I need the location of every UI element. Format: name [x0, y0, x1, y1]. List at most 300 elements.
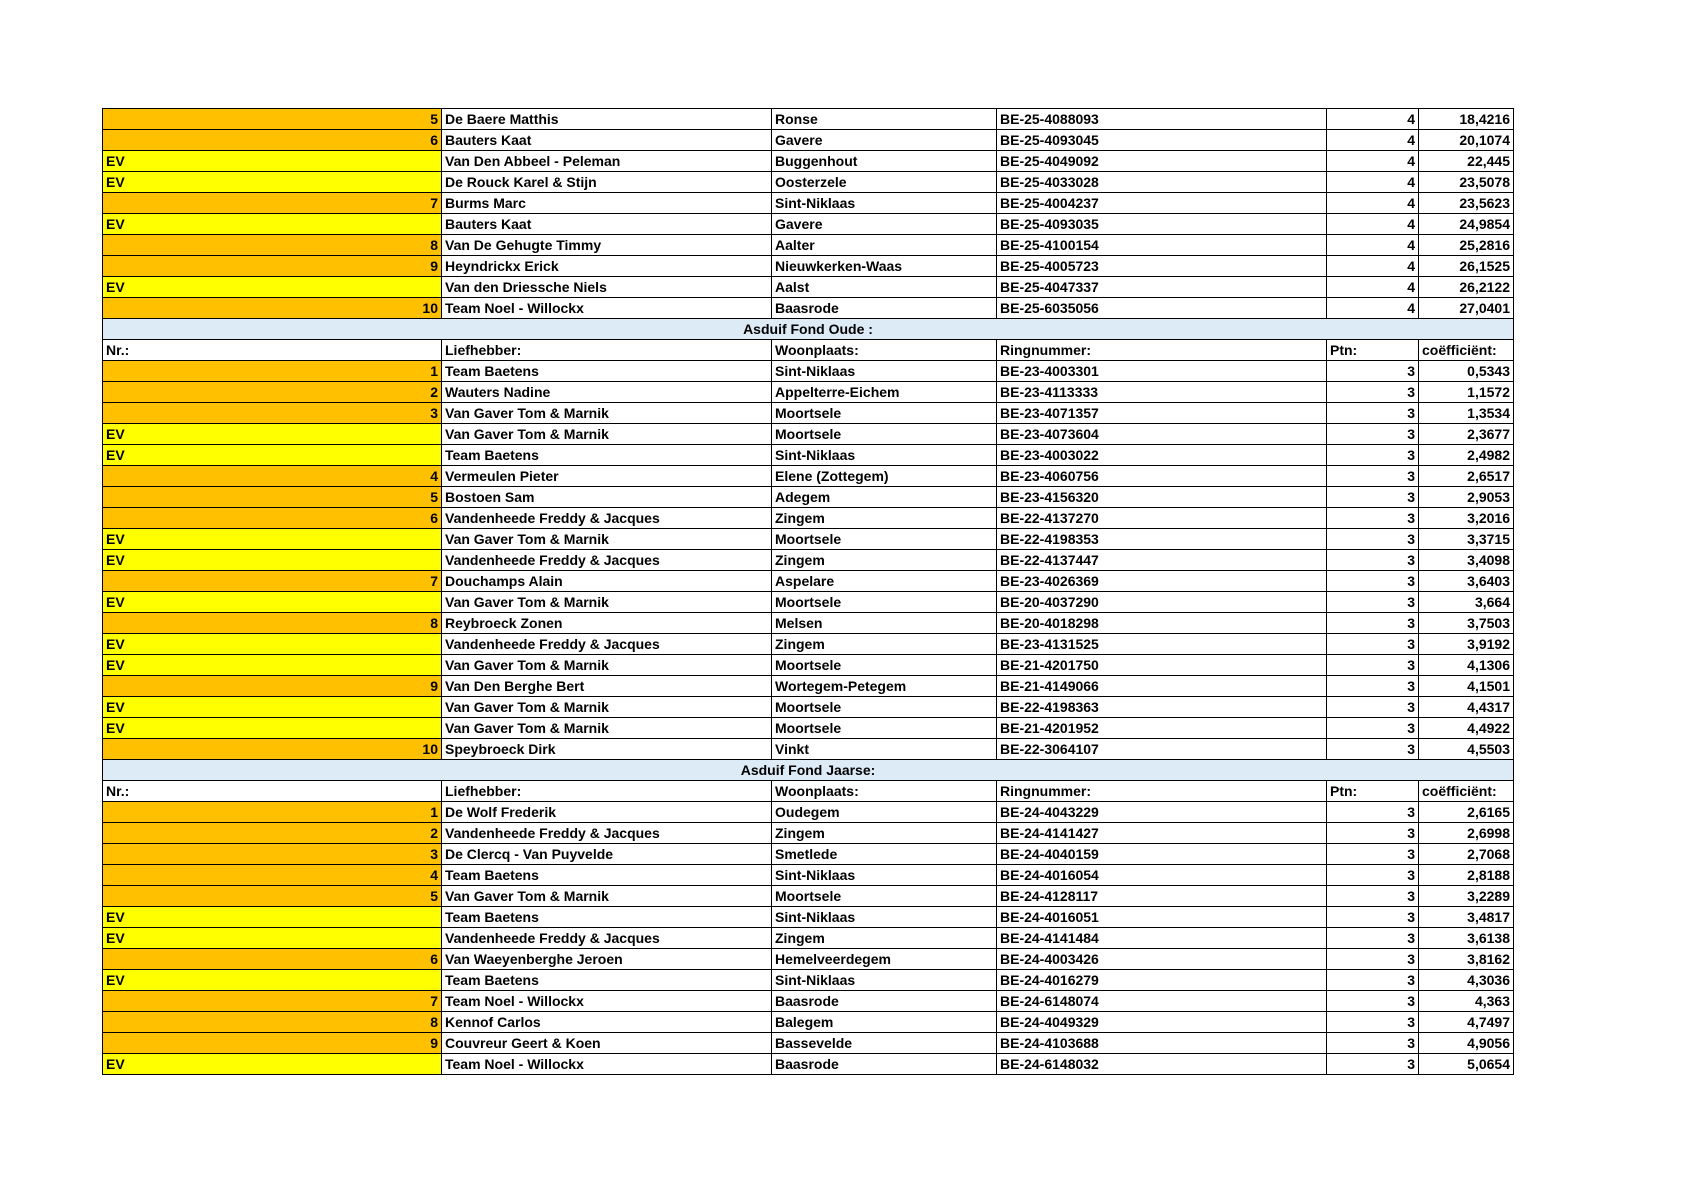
cell-coefficient: 27,0401 [1419, 298, 1514, 319]
cell-ringnummer: BE-24-4043229 [997, 802, 1327, 823]
cell-nr: 5 [103, 886, 442, 907]
cell-ptn: 3 [1327, 655, 1419, 676]
cell-nr: EV [103, 529, 442, 550]
cell-ringnummer: BE-25-4100154 [997, 235, 1327, 256]
cell-liefhebber: Van Gaver Tom & Marnik [442, 424, 772, 445]
cell-liefhebber: De Baere Matthis [442, 109, 772, 130]
cell-liefhebber: Bauters Kaat [442, 130, 772, 151]
cell-liefhebber: Bauters Kaat [442, 214, 772, 235]
cell-liefhebber: Van Gaver Tom & Marnik [442, 655, 772, 676]
cell-nr: 7 [103, 991, 442, 1012]
header-cell-nr: Nr.: [103, 340, 442, 361]
table-row [103, 907, 1514, 928]
cell-ptn: 3 [1327, 403, 1419, 424]
table-row [103, 361, 1514, 382]
table-row [103, 487, 1514, 508]
cell-nr: 8 [103, 1012, 442, 1033]
cell-coefficient: 20,1074 [1419, 130, 1514, 151]
cell-woonplaats: Sint-Niklaas [772, 361, 997, 382]
cell-woonplaats: Moortsele [772, 718, 997, 739]
cell-ptn: 3 [1327, 550, 1419, 571]
column-header-row [103, 340, 1514, 361]
table-row [103, 214, 1514, 235]
table-row [103, 445, 1514, 466]
cell-nr: EV [103, 1054, 442, 1075]
table-row [103, 298, 1514, 319]
cell-ptn: 4 [1327, 193, 1419, 214]
cell-liefhebber: Van Gaver Tom & Marnik [442, 697, 772, 718]
cell-ptn: 4 [1327, 214, 1419, 235]
cell-coefficient: 4,1306 [1419, 655, 1514, 676]
cell-nr: EV [103, 970, 442, 991]
cell-woonplaats: Moortsele [772, 592, 997, 613]
cell-coefficient: 3,6403 [1419, 571, 1514, 592]
cell-woonplaats: Bassevelde [772, 1033, 997, 1054]
cell-nr: EV [103, 592, 442, 613]
cell-coefficient: 4,5503 [1419, 739, 1514, 760]
cell-coefficient: 22,445 [1419, 151, 1514, 172]
cell-ptn: 3 [1327, 802, 1419, 823]
cell-coefficient: 2,3677 [1419, 424, 1514, 445]
header-cell-ringnummer: Ringnummer: [997, 781, 1327, 802]
cell-coefficient: 3,4817 [1419, 907, 1514, 928]
cell-woonplaats: Moortsele [772, 529, 997, 550]
cell-coefficient: 4,7497 [1419, 1012, 1514, 1033]
cell-liefhebber: Van De Gehugte Timmy [442, 235, 772, 256]
cell-ringnummer: BE-20-4018298 [997, 613, 1327, 634]
table-row [103, 109, 1514, 130]
cell-coefficient: 3,8162 [1419, 949, 1514, 970]
cell-ptn: 3 [1327, 382, 1419, 403]
cell-ptn: 3 [1327, 529, 1419, 550]
cell-woonplaats: Aspelare [772, 571, 997, 592]
cell-coefficient: 2,8188 [1419, 865, 1514, 886]
column-header-row [103, 781, 1514, 802]
cell-ringnummer: BE-23-4131525 [997, 634, 1327, 655]
table-row [103, 382, 1514, 403]
header-cell-ringnummer: Ringnummer: [997, 340, 1327, 361]
cell-liefhebber: Douchamps Alain [442, 571, 772, 592]
cell-nr: 6 [103, 508, 442, 529]
cell-ptn: 4 [1327, 256, 1419, 277]
table-row [103, 844, 1514, 865]
cell-liefhebber: Kennof Carlos [442, 1012, 772, 1033]
cell-coefficient: 3,7503 [1419, 613, 1514, 634]
cell-ringnummer: BE-25-4004237 [997, 193, 1327, 214]
table-row [103, 130, 1514, 151]
cell-ringnummer: BE-23-4156320 [997, 487, 1327, 508]
table-row [103, 970, 1514, 991]
cell-woonplaats: Aalst [772, 277, 997, 298]
table-row [103, 424, 1514, 445]
cell-ringnummer: BE-22-4137447 [997, 550, 1327, 571]
section-title-row [103, 319, 1514, 340]
cell-coefficient: 23,5623 [1419, 193, 1514, 214]
cell-nr: 3 [103, 403, 442, 424]
cell-liefhebber: Couvreur Geert & Koen [442, 1033, 772, 1054]
cell-coefficient: 26,1525 [1419, 256, 1514, 277]
cell-liefhebber: Team Noel - Willockx [442, 298, 772, 319]
cell-ptn: 4 [1327, 277, 1419, 298]
cell-liefhebber: Vandenheede Freddy & Jacques [442, 550, 772, 571]
cell-ringnummer: BE-25-4047337 [997, 277, 1327, 298]
cell-ptn: 3 [1327, 508, 1419, 529]
cell-woonplaats: Gavere [772, 130, 997, 151]
cell-nr: EV [103, 277, 442, 298]
cell-liefhebber: Team Noel - Willockx [442, 1054, 772, 1075]
cell-ringnummer: BE-24-4016279 [997, 970, 1327, 991]
cell-nr: 9 [103, 1033, 442, 1054]
cell-ptn: 3 [1327, 949, 1419, 970]
cell-coefficient: 5,0654 [1419, 1054, 1514, 1075]
cell-ringnummer: BE-24-4003426 [997, 949, 1327, 970]
cell-coefficient: 4,4317 [1419, 697, 1514, 718]
cell-ringnummer: BE-24-4141427 [997, 823, 1327, 844]
table-row [103, 886, 1514, 907]
cell-liefhebber: Team Noel - Willockx [442, 991, 772, 1012]
cell-woonplaats: Melsen [772, 613, 997, 634]
cell-nr: 9 [103, 676, 442, 697]
cell-ptn: 3 [1327, 424, 1419, 445]
cell-ptn: 3 [1327, 907, 1419, 928]
cell-woonplaats: Moortsele [772, 886, 997, 907]
cell-coefficient: 3,9192 [1419, 634, 1514, 655]
cell-ringnummer: BE-23-4060756 [997, 466, 1327, 487]
cell-coefficient: 2,6165 [1419, 802, 1514, 823]
cell-ptn: 3 [1327, 1012, 1419, 1033]
cell-woonplaats: Hemelveerdegem [772, 949, 997, 970]
table-row [103, 928, 1514, 949]
cell-woonplaats: Moortsele [772, 424, 997, 445]
cell-nr: 6 [103, 130, 442, 151]
cell-liefhebber: Heyndrickx Erick [442, 256, 772, 277]
cell-nr: EV [103, 907, 442, 928]
cell-liefhebber: Bostoen Sam [442, 487, 772, 508]
cell-ptn: 4 [1327, 235, 1419, 256]
cell-coefficient: 4,9056 [1419, 1033, 1514, 1054]
cell-ptn: 3 [1327, 865, 1419, 886]
cell-coefficient: 3,3715 [1419, 529, 1514, 550]
cell-ptn: 4 [1327, 172, 1419, 193]
cell-liefhebber: Vandenheede Freddy & Jacques [442, 508, 772, 529]
cell-ringnummer: BE-25-4005723 [997, 256, 1327, 277]
header-cell-ptn: Ptn: [1327, 340, 1419, 361]
cell-coefficient: 1,1572 [1419, 382, 1514, 403]
cell-nr: EV [103, 718, 442, 739]
cell-ringnummer: BE-25-6035056 [997, 298, 1327, 319]
cell-woonplaats: Vinkt [772, 739, 997, 760]
cell-ringnummer: BE-23-4026369 [997, 571, 1327, 592]
table-row [103, 1054, 1514, 1075]
table-row [103, 550, 1514, 571]
cell-liefhebber: Van Gaver Tom & Marnik [442, 718, 772, 739]
table-row [103, 676, 1514, 697]
cell-ptn: 3 [1327, 634, 1419, 655]
cell-ringnummer: BE-22-4137270 [997, 508, 1327, 529]
cell-woonplaats: Moortsele [772, 697, 997, 718]
table-row [103, 508, 1514, 529]
table-row [103, 592, 1514, 613]
cell-woonplaats: Zingem [772, 823, 997, 844]
cell-ptn: 3 [1327, 886, 1419, 907]
cell-coefficient: 4,3036 [1419, 970, 1514, 991]
cell-liefhebber: Van Gaver Tom & Marnik [442, 592, 772, 613]
header-cell-ptn: Ptn: [1327, 781, 1419, 802]
cell-liefhebber: Vandenheede Freddy & Jacques [442, 928, 772, 949]
cell-ringnummer: BE-22-4198353 [997, 529, 1327, 550]
cell-coefficient: 4,4922 [1419, 718, 1514, 739]
cell-coefficient: 24,9854 [1419, 214, 1514, 235]
cell-woonplaats: Oosterzele [772, 172, 997, 193]
cell-woonplaats: Sint-Niklaas [772, 445, 997, 466]
cell-woonplaats: Zingem [772, 634, 997, 655]
cell-ringnummer: BE-22-3064107 [997, 739, 1327, 760]
cell-liefhebber: De Clercq - Van Puyvelde [442, 844, 772, 865]
cell-liefhebber: Burms Marc [442, 193, 772, 214]
cell-ptn: 3 [1327, 613, 1419, 634]
cell-liefhebber: Vermeulen Pieter [442, 466, 772, 487]
section-title: Asduif Fond Oude : [103, 319, 1514, 340]
cell-liefhebber: Wauters Nadine [442, 382, 772, 403]
table-row [103, 1012, 1514, 1033]
cell-liefhebber: Team Baetens [442, 865, 772, 886]
cell-ringnummer: BE-24-4128117 [997, 886, 1327, 907]
cell-woonplaats: Baasrode [772, 1054, 997, 1075]
cell-woonplaats: Balegem [772, 1012, 997, 1033]
cell-woonplaats: Baasrode [772, 991, 997, 1012]
cell-woonplaats: Appelterre-Eichem [772, 382, 997, 403]
section-title: Asduif Fond Jaarse: [103, 760, 1514, 781]
table-row [103, 529, 1514, 550]
cell-ringnummer: BE-25-4088093 [997, 109, 1327, 130]
cell-ptn: 4 [1327, 151, 1419, 172]
cell-coefficient: 25,2816 [1419, 235, 1514, 256]
cell-woonplaats: Aalter [772, 235, 997, 256]
cell-liefhebber: De Rouck Karel & Stijn [442, 172, 772, 193]
cell-liefhebber: Reybroeck Zonen [442, 613, 772, 634]
cell-coefficient: 23,5078 [1419, 172, 1514, 193]
cell-woonplaats: Zingem [772, 928, 997, 949]
cell-nr: 4 [103, 466, 442, 487]
header-cell-coefficient: coëfficiënt: [1419, 781, 1514, 802]
cell-ptn: 4 [1327, 109, 1419, 130]
cell-ptn: 3 [1327, 487, 1419, 508]
cell-coefficient: 1,3534 [1419, 403, 1514, 424]
table-row [103, 991, 1514, 1012]
cell-woonplaats: Gavere [772, 214, 997, 235]
header-cell-woonplaats: Woonplaats: [772, 781, 997, 802]
cell-nr: 2 [103, 823, 442, 844]
cell-liefhebber: Team Baetens [442, 970, 772, 991]
cell-ptn: 4 [1327, 298, 1419, 319]
section-title-row [103, 760, 1514, 781]
cell-coefficient: 3,664 [1419, 592, 1514, 613]
cell-liefhebber: Van Gaver Tom & Marnik [442, 403, 772, 424]
cell-nr: EV [103, 172, 442, 193]
cell-nr: 10 [103, 298, 442, 319]
cell-woonplaats: Oudegem [772, 802, 997, 823]
cell-ringnummer: BE-20-4037290 [997, 592, 1327, 613]
cell-coefficient: 4,363 [1419, 991, 1514, 1012]
cell-nr: 4 [103, 865, 442, 886]
cell-woonplaats: Sint-Niklaas [772, 193, 997, 214]
cell-woonplaats: Baasrode [772, 298, 997, 319]
cell-ringnummer: BE-25-4093035 [997, 214, 1327, 235]
table-row [103, 403, 1514, 424]
cell-woonplaats: Zingem [772, 508, 997, 529]
cell-liefhebber: Speybroeck Dirk [442, 739, 772, 760]
table-row [103, 256, 1514, 277]
cell-woonplaats: Smetlede [772, 844, 997, 865]
table-row [103, 466, 1514, 487]
table-row [103, 634, 1514, 655]
table-row [103, 235, 1514, 256]
cell-liefhebber: Van Gaver Tom & Marnik [442, 886, 772, 907]
cell-nr: 8 [103, 235, 442, 256]
cell-woonplaats: Wortegem-Petegem [772, 676, 997, 697]
cell-coefficient: 4,1501 [1419, 676, 1514, 697]
table-row [103, 571, 1514, 592]
cell-woonplaats: Sint-Niklaas [772, 907, 997, 928]
cell-coefficient: 3,2016 [1419, 508, 1514, 529]
cell-ringnummer: BE-21-4149066 [997, 676, 1327, 697]
cell-ringnummer: BE-24-4049329 [997, 1012, 1327, 1033]
cell-woonplaats: Sint-Niklaas [772, 865, 997, 886]
cell-ptn: 3 [1327, 571, 1419, 592]
cell-coefficient: 2,7068 [1419, 844, 1514, 865]
cell-ringnummer: BE-25-4033028 [997, 172, 1327, 193]
table-row [103, 865, 1514, 886]
cell-nr: EV [103, 214, 442, 235]
cell-ringnummer: BE-24-4016051 [997, 907, 1327, 928]
cell-nr: 8 [103, 613, 442, 634]
cell-nr: 7 [103, 193, 442, 214]
cell-nr: EV [103, 634, 442, 655]
cell-coefficient: 3,6138 [1419, 928, 1514, 949]
cell-liefhebber: Team Baetens [442, 445, 772, 466]
cell-ringnummer: BE-22-4198363 [997, 697, 1327, 718]
cell-nr: EV [103, 928, 442, 949]
cell-woonplaats: Ronse [772, 109, 997, 130]
cell-ptn: 3 [1327, 718, 1419, 739]
cell-nr: EV [103, 655, 442, 676]
cell-ringnummer: BE-23-4113333 [997, 382, 1327, 403]
cell-ptn: 3 [1327, 823, 1419, 844]
cell-liefhebber: De Wolf Frederik [442, 802, 772, 823]
cell-liefhebber: Van den Driessche Niels [442, 277, 772, 298]
cell-ringnummer: BE-24-4016054 [997, 865, 1327, 886]
table-row [103, 193, 1514, 214]
cell-liefhebber: Team Baetens [442, 361, 772, 382]
cell-coefficient: 2,9053 [1419, 487, 1514, 508]
cell-ptn: 3 [1327, 466, 1419, 487]
header-cell-woonplaats: Woonplaats: [772, 340, 997, 361]
cell-nr: EV [103, 424, 442, 445]
table-row [103, 277, 1514, 298]
cell-ptn: 3 [1327, 592, 1419, 613]
cell-woonplaats: Moortsele [772, 403, 997, 424]
cell-woonplaats: Sint-Niklaas [772, 970, 997, 991]
cell-nr: EV [103, 151, 442, 172]
table-row [103, 739, 1514, 760]
cell-coefficient: 26,2122 [1419, 277, 1514, 298]
cell-coefficient: 18,4216 [1419, 109, 1514, 130]
cell-nr: EV [103, 445, 442, 466]
cell-ringnummer: BE-23-4003022 [997, 445, 1327, 466]
cell-ringnummer: BE-24-4141484 [997, 928, 1327, 949]
cell-ptn: 3 [1327, 928, 1419, 949]
cell-ringnummer: BE-23-4003301 [997, 361, 1327, 382]
header-cell-liefhebber: Liefhebber: [442, 781, 772, 802]
cell-liefhebber: Van Waeyenberghe Jeroen [442, 949, 772, 970]
cell-ptn: 3 [1327, 445, 1419, 466]
table-row [103, 802, 1514, 823]
header-cell-coefficient: coëfficiënt: [1419, 340, 1514, 361]
header-cell-liefhebber: Liefhebber: [442, 340, 772, 361]
cell-nr: 5 [103, 487, 442, 508]
results-table [102, 108, 1514, 1075]
cell-ptn: 3 [1327, 361, 1419, 382]
cell-ptn: 3 [1327, 1054, 1419, 1075]
cell-nr: 9 [103, 256, 442, 277]
cell-nr: 1 [103, 361, 442, 382]
cell-ringnummer: BE-24-4103688 [997, 1033, 1327, 1054]
cell-nr: 7 [103, 571, 442, 592]
cell-ptn: 3 [1327, 991, 1419, 1012]
table-row [103, 655, 1514, 676]
cell-liefhebber: Van Gaver Tom & Marnik [442, 529, 772, 550]
table-row [103, 613, 1514, 634]
cell-liefhebber: Team Baetens [442, 907, 772, 928]
cell-coefficient: 2,6998 [1419, 823, 1514, 844]
cell-ringnummer: BE-24-4040159 [997, 844, 1327, 865]
cell-liefhebber: Van Den Abbeel - Peleman [442, 151, 772, 172]
cell-ringnummer: BE-23-4073604 [997, 424, 1327, 445]
cell-nr: 5 [103, 109, 442, 130]
table-row [103, 1033, 1514, 1054]
cell-coefficient: 0,5343 [1419, 361, 1514, 382]
cell-woonplaats: Elene (Zottegem) [772, 466, 997, 487]
cell-liefhebber: Vandenheede Freddy & Jacques [442, 823, 772, 844]
cell-nr: EV [103, 697, 442, 718]
table-row [103, 823, 1514, 844]
cell-nr: 2 [103, 382, 442, 403]
table-row [103, 949, 1514, 970]
cell-ringnummer: BE-21-4201750 [997, 655, 1327, 676]
cell-ptn: 4 [1327, 130, 1419, 151]
table-row [103, 718, 1514, 739]
cell-nr: 3 [103, 844, 442, 865]
cell-ringnummer: BE-24-6148032 [997, 1054, 1327, 1075]
cell-ringnummer: BE-25-4049092 [997, 151, 1327, 172]
cell-ringnummer: BE-21-4201952 [997, 718, 1327, 739]
cell-ptn: 3 [1327, 697, 1419, 718]
cell-coefficient: 2,6517 [1419, 466, 1514, 487]
cell-nr: 6 [103, 949, 442, 970]
cell-coefficient: 2,4982 [1419, 445, 1514, 466]
cell-ringnummer: BE-25-4093045 [997, 130, 1327, 151]
results-table-body [103, 109, 1514, 1075]
cell-liefhebber: Vandenheede Freddy & Jacques [442, 634, 772, 655]
cell-woonplaats: Adegem [772, 487, 997, 508]
header-cell-nr: Nr.: [103, 781, 442, 802]
cell-ringnummer: BE-24-6148074 [997, 991, 1327, 1012]
cell-woonplaats: Buggenhout [772, 151, 997, 172]
cell-woonplaats: Moortsele [772, 655, 997, 676]
cell-ptn: 3 [1327, 970, 1419, 991]
cell-ptn: 3 [1327, 1033, 1419, 1054]
cell-ptn: 3 [1327, 676, 1419, 697]
